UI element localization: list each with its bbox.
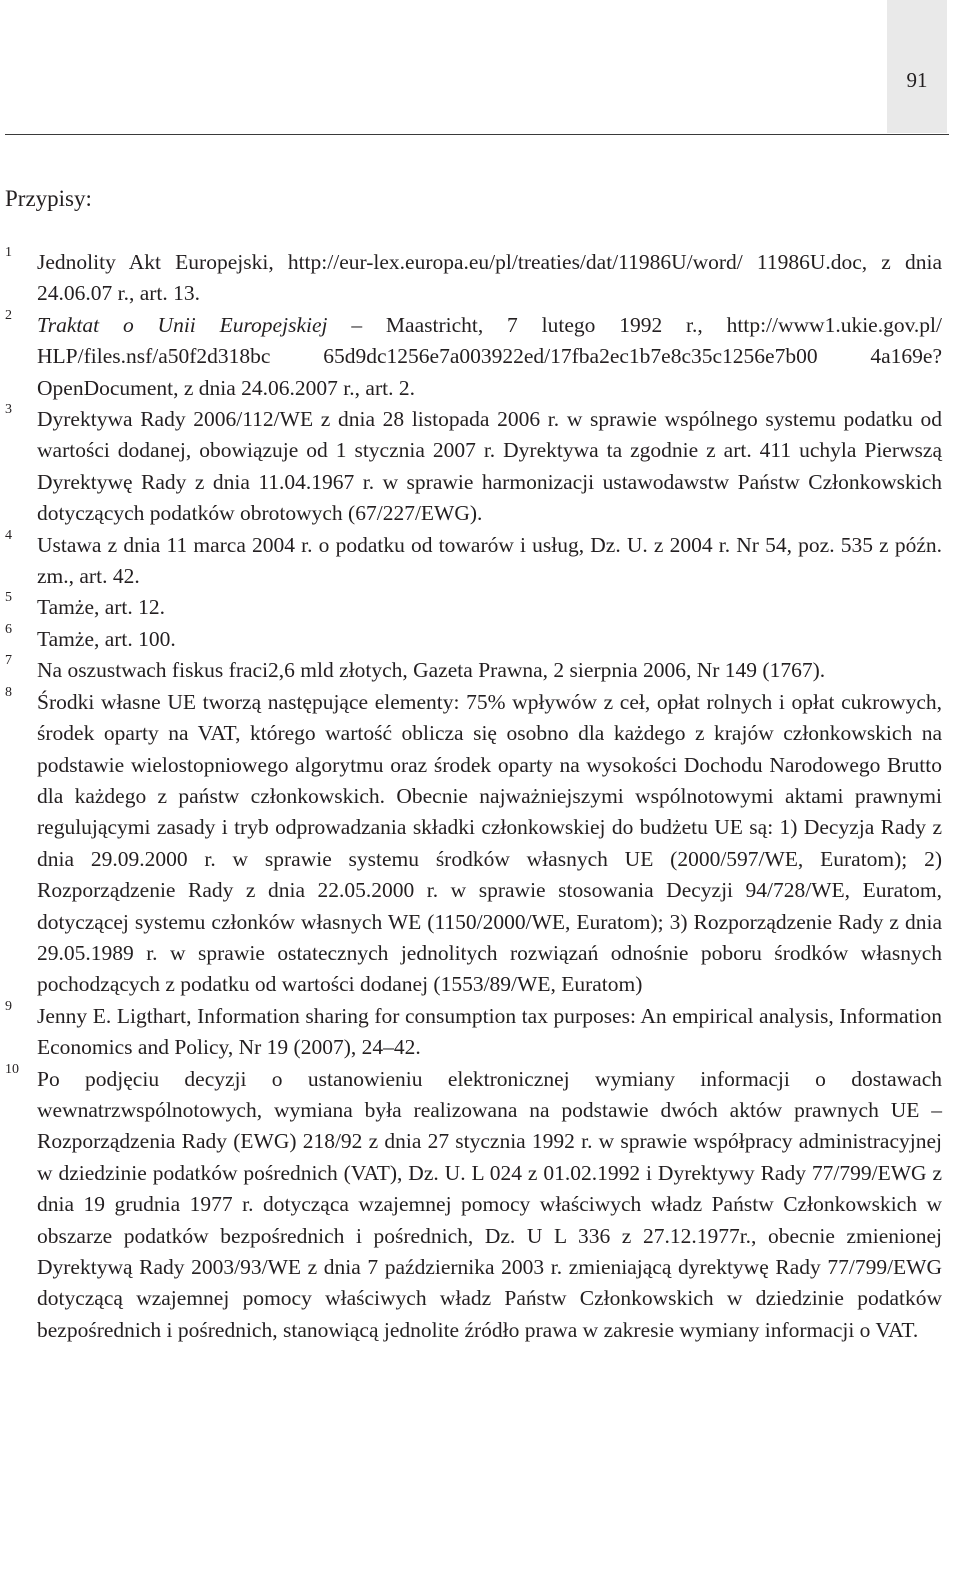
footnote-number: 9 [5,998,12,1014]
footnote-text [37,313,942,400]
footnotes-heading: Przypisy: [5,186,92,211]
footnote-1 [5,247,942,310]
footnote-6 [5,621,942,655]
footnote-number: 8 [5,684,12,700]
footnote-number: 10 [5,1061,19,1077]
footnote-text: Na oszustwach fiskus fraci2,6 mld złotych, Gazeta Prawna, 2 sierpnia 2006, Nr 149 (1767). [37,658,826,683]
page-number: 91 [906,68,928,92]
footnote-number: 6 [5,621,12,637]
footnote-4 [5,527,942,593]
footnote-8 [5,684,942,1001]
footnote-number: 3 [5,402,12,418]
footnote-9 [5,998,942,1064]
footnote-number: 4 [5,527,12,543]
footnote-text: Dyrektywa Rady 2006/112/WE z dnia 28 listopada 2006 r. w sprawie wspólnego systemu podatku od wartości dodanej, obowiązuje od 1 stycznia 2007 r. Dyrektywa ta zgodnie z art. 411 uchyla Pierwszą Dyrektywę Rady z dnia 11.04.1967 r. w sprawie harmonizacji ustawodawstw Państw Członkowskich dotyczących podatków obrotowych (67/227/EWG). [37,407,942,526]
footnote-text: Środki własne UE tworzą następujące elementy: 75% wpływów z ceł, opłat rolnych i opłat cukrowych, środek oparty na VAT, którego wartość oblicza się osobno dla każdego z krajów członkowskich na podstawie wielostopniowego algorytmu oraz środek oparty na wysokości Dochodu Narodowego Brutto dla każdego z państw członkowskich. Obecnie najważniejszymi wspólnotowymi aktami prawnymi regulującymi zasady i tryb odprowadzania składki członkowskiej do budżetu UE są: 1) Decyzja Rady z dnia 29.09.2000 r. w sprawie systemu środków własnych UE (2000/597/WE, Euratom); 2) Rozporządzenie Rady z dnia 22.05.2000 r. w sprawie stosowania Decyzji 94/728/WE, Euratom, dotyczącej systemu członków własnych WE (1150/2000/WE, Euratom); 3) Rozporządzenie Rady z dnia 29.05.1989 r. w sprawie ostatecznych jednolitych rozwiązań odnośnie poboru środków własnych pochodzących z podatku od wartości dodanej (1553/89/WE, Euratom) [37,689,942,997]
footnote-text: Jednolity Akt Europejski, http://eur-lex.europa.eu/pl/treaties/dat/11986U/word/ 11986U.doc, z dnia 24.06.07 r., art. 13. [37,250,942,306]
page-number-tab [887,0,947,133]
footnote-5 [5,592,942,623]
footnote-text: Tamże, art. 100. [37,626,176,651]
footnote-number: 2 [5,307,12,323]
footnote-text: Po podjęciu decyzji o ustanowieniu elektronicznej wymiany informacji o dostawach wewnatrzwspólnotowych, wymiana była realizowana na podstawie dwóch aktów prawnych UE – Rozporządzenia Rady (EWG) 218/92 z dnia 27 stycznia 1992 r. w sprawie współpracy administracyjnej w dziedzinie podatków pośrednich (VAT), Dz. U. L 024 z 01.02.1992 i Dyrektywy Rady 77/799/EWG z dnia 19 grudnia 1977 r. dotycząca wzajemnej pomocy właściwych władz Państw Członkowskich w obszarze podatków bezpośrednich i pośrednich, Dz. U L 336 z 27.12.1977r., obecnie zmienionej Dyrektywą Rady 2003/93/WE z dnia 7 października 2003 r. zmieniającą dyrektywę Rady 77/799/EWG dotyczącą wzajemnej pomocy właściwych władz Państw Członkowskich w dziedzinie podatków bezpośrednich i pośrednich, stanowiącą jednolite źródło prawa w zakresie wymiany informacji o VAT. [37,1066,942,1342]
footnote-text: Tamże, art. 12. [37,595,166,620]
footnote-3 [5,404,942,530]
footnote-text: Jenny E. Ligthart, Information sharing for consumption tax purposes: An empirical analysis, Information Economics and Policy, Nr 19 (2007), 24–42. [37,1003,942,1060]
treaty-title-italic: Traktat o Unii Europejskiej [37,312,328,337]
footnote-7 [5,655,942,686]
footnotes-list [5,247,942,1346]
footnote-text-rest: – Maastricht, 7 lutego 1992 r., http://www1.ukie.gov.pl/ HLP/files.nsf/a50f2d318bc 65d9dc1256e7a003922ed/17fba2ec1b7e8c35c1256e7b00 4a169e?OpenDocument, z dnia 24.06.2007 r., art. 2. [37,312,943,400]
footnote-2 [5,307,943,404]
footnote-number: 7 [5,653,12,669]
footnote-number: 5 [5,590,12,606]
footnote-10 [5,1061,942,1347]
header-divider [5,134,949,135]
footnote-text: Ustawa z dnia 11 marca 2004 r. o podatku od towarów i usług, Dz. U. z 2004 r. Nr 54, poz. 535 z późn. zm., art. 42. [37,532,942,589]
footnote-number: 1 [5,245,12,260]
